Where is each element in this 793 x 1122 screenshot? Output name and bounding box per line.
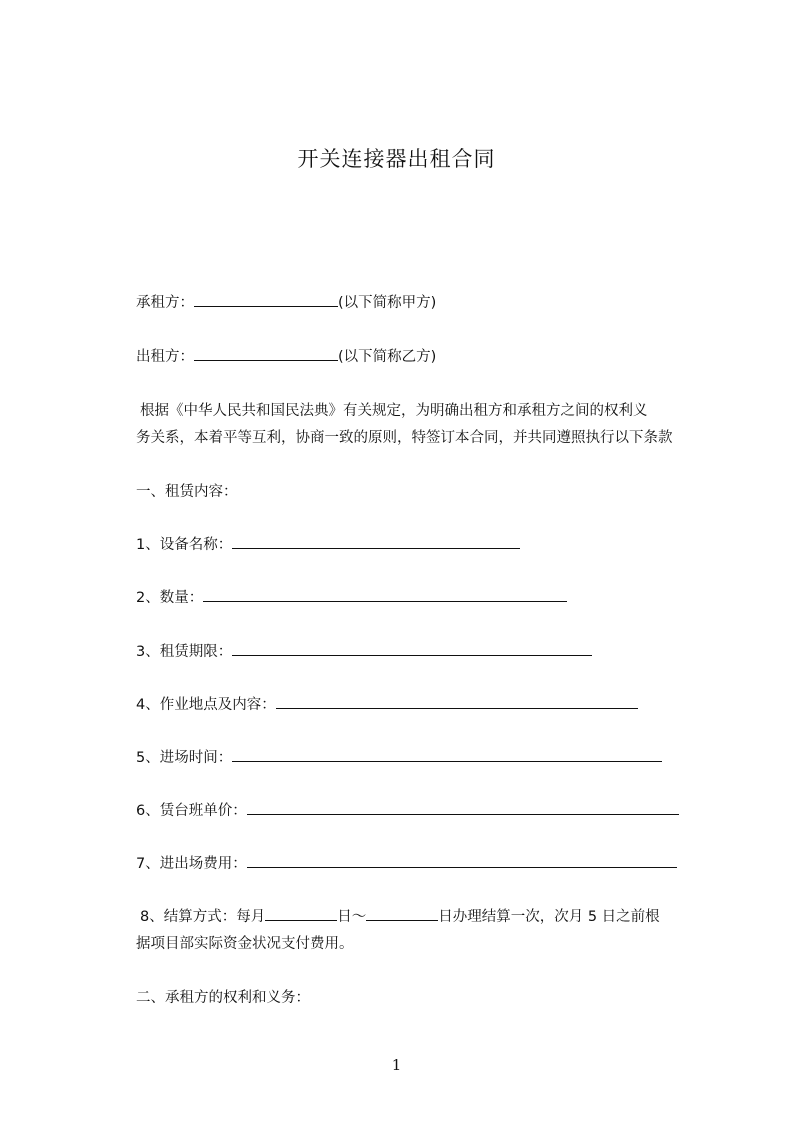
item-label: 1、设备名称：: [136, 537, 233, 553]
item-quantity: [136, 586, 567, 607]
item-blank: [232, 534, 520, 549]
lessor-label: 出租方：: [136, 349, 194, 365]
item-label: 7、进出场费用：: [136, 856, 247, 872]
item-blank: [247, 800, 679, 815]
item-blank: [247, 853, 677, 868]
settlement-blank-2: [366, 906, 438, 921]
settlement-mid-2: 日办理结算一次，次月 5 日之前根: [438, 909, 660, 925]
item-label: 3、租赁期限：: [136, 644, 233, 660]
lessee-blank: [194, 292, 338, 307]
settlement-line-1: [140, 905, 660, 926]
lessee-line: [136, 291, 436, 312]
item-entry-exit-fee: [136, 852, 677, 873]
section-1-heading: 一、租赁内容：: [136, 484, 238, 500]
lessor-suffix: (以下简称乙方): [338, 349, 437, 365]
document-title: 开关连接器出租合同: [297, 147, 496, 171]
section-2-heading: 二、承租方的权利和义务：: [136, 990, 310, 1006]
lessee-label: 承租方：: [136, 295, 194, 311]
item-entry-time: [136, 746, 662, 767]
settlement-line-2: 据项目部实际资金状况支付费用。: [136, 936, 354, 952]
item-blank: [232, 641, 592, 656]
lessor-line: [136, 345, 436, 366]
item-label: 6、赁台班单价：: [136, 803, 247, 819]
item-label: 4、作业地点及内容：: [136, 697, 276, 713]
item-unit-price: [136, 799, 679, 820]
page-number: 1: [391, 1056, 402, 1074]
intro-line-2: 务关系，本着平等互利，协商一致的原则，特签订本合同，并共同遵照执行以下条款: [136, 430, 673, 446]
settlement-prefix: 8、结算方式：每月: [140, 909, 266, 925]
lessor-blank: [194, 346, 338, 361]
settlement-mid-1: 日～: [337, 909, 367, 925]
intro-line-1: 根据《中华人民共和国民法典》有关规定，为明确出租方和承租方之间的权利义: [140, 403, 648, 419]
settlement-blank-1: [265, 906, 337, 921]
item-blank: [203, 587, 567, 602]
lessee-suffix: (以下简称甲方): [338, 295, 437, 311]
item-label: 5、进场时间：: [136, 750, 233, 766]
item-blank: [276, 694, 638, 709]
item-lease-term: [136, 640, 592, 661]
item-work-location: [136, 693, 638, 714]
item-label: 2、数量：: [136, 590, 204, 606]
item-blank: [232, 747, 662, 762]
item-equipment-name: [136, 533, 520, 554]
